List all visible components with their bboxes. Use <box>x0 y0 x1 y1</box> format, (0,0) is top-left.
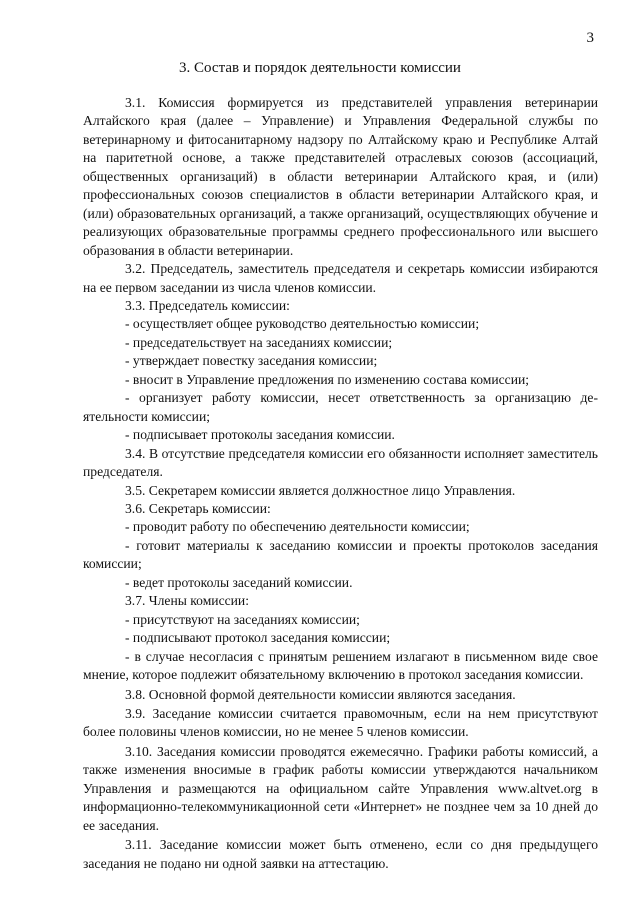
paragraph-3-7: 3.7. Члены комиссии: <box>125 593 249 609</box>
paragraph-3-8: 3.8. Основной формой деятельности комиссии являются заседания. <box>125 686 516 702</box>
paragraph-3-10: 3.10. Заседания комиссии проводятся ежемесячно. Графики работы комиссий, а также изменения вносимые в график работы комиссии утверждаются начальником Управления и размещаются на официальном сайте Управления www.altvet.org в информационно-телекоммуникационной сети «Интернет» не позднее чем за 10 дней до ее заседания. <box>83 743 598 833</box>
paragraph-3-1: 3.1. Комиссия формируется из представителей управления ветеринарии Алтайского края (далее – Управление) и Управления Федеральной службы по ветеринарному и фитосанитарному надзору по Алтайскому краю и Республике Алтай на паритетной основе, а также представителей отраслевых союзов (ассоциаций, общественных организаций) в области ветеринарии Алтайского края, и (или) профессиональных союзов специалистов в области ветеринарии Алтайского края, и (или) образовательных организаций, а также организаций, осуществляющих обучение и реализующих образовательные программы среднего профессионального или высшего образования в области ветеринарии. <box>83 95 598 258</box>
list-item: - председательствует на заседаниях комиссии; <box>125 334 393 350</box>
paragraph-3-3: 3.3. Председатель комиссии: <box>125 297 290 313</box>
section-body <box>83 94 598 873</box>
page-number: 3 <box>586 30 594 46</box>
paragraph-3-9: 3.9. Заседание комиссии считается правомочным, если на нем присутствуют более половины членов комиссии, но не менее 5 членов комиссии. <box>83 705 598 740</box>
list-item: - осуществляет общее руководство деятельностью комиссии; <box>125 316 480 332</box>
list-item: - присутствуют на заседаниях комиссии; <box>125 611 360 627</box>
list-item: - вносит в Управление предложения по изменению состава комиссии; <box>125 371 530 387</box>
paragraph-3-4: 3.4. В отсутствие председателя комиссии его обязанности исполняет заместитель председателя. <box>83 445 598 480</box>
paragraph-3-6: 3.6. Секретарь комиссии: <box>125 500 271 516</box>
list-item: - организует работу комиссии, несет ответственность за организацию деятельности комиссии; <box>83 390 598 424</box>
list-item: - готовит материалы к заседанию комиссии и проекты протоколов заседания комиссии; <box>83 537 598 572</box>
paragraph-3-5: 3.5. Секретарем комиссии является должностное лицо Управления. <box>125 482 516 498</box>
list-item: - утверждает повестку заседания комиссии; <box>125 353 378 369</box>
list-item: - ведет протоколы заседаний комиссии. <box>125 574 353 590</box>
paragraph-3-2: 3.2. Председатель, заместитель председателя и секретарь комиссии избираются на ее первом заседании из числа членов комиссии. <box>83 261 598 295</box>
paragraph-3-11: 3.11. Заседание комиссии может быть отменено, если со дня предыдущего заседания не подано ни одной заявки на аттестацию. <box>83 837 598 871</box>
section-heading: 3. Состав и порядок деятельности комиссии <box>179 60 461 76</box>
list-item: - проводит работу по обеспечению деятельности комиссии; <box>125 519 470 535</box>
list-item: - подписывают протокол заседания комиссии; <box>125 630 391 646</box>
list-item: - подписывает протоколы заседания комиссии. <box>125 427 395 443</box>
list-item: - в случае несогласия с принятым решением излагают в письменном виде свое мнение, которое подлежит обязательному включению в протокол заседания комиссии. <box>83 648 598 683</box>
